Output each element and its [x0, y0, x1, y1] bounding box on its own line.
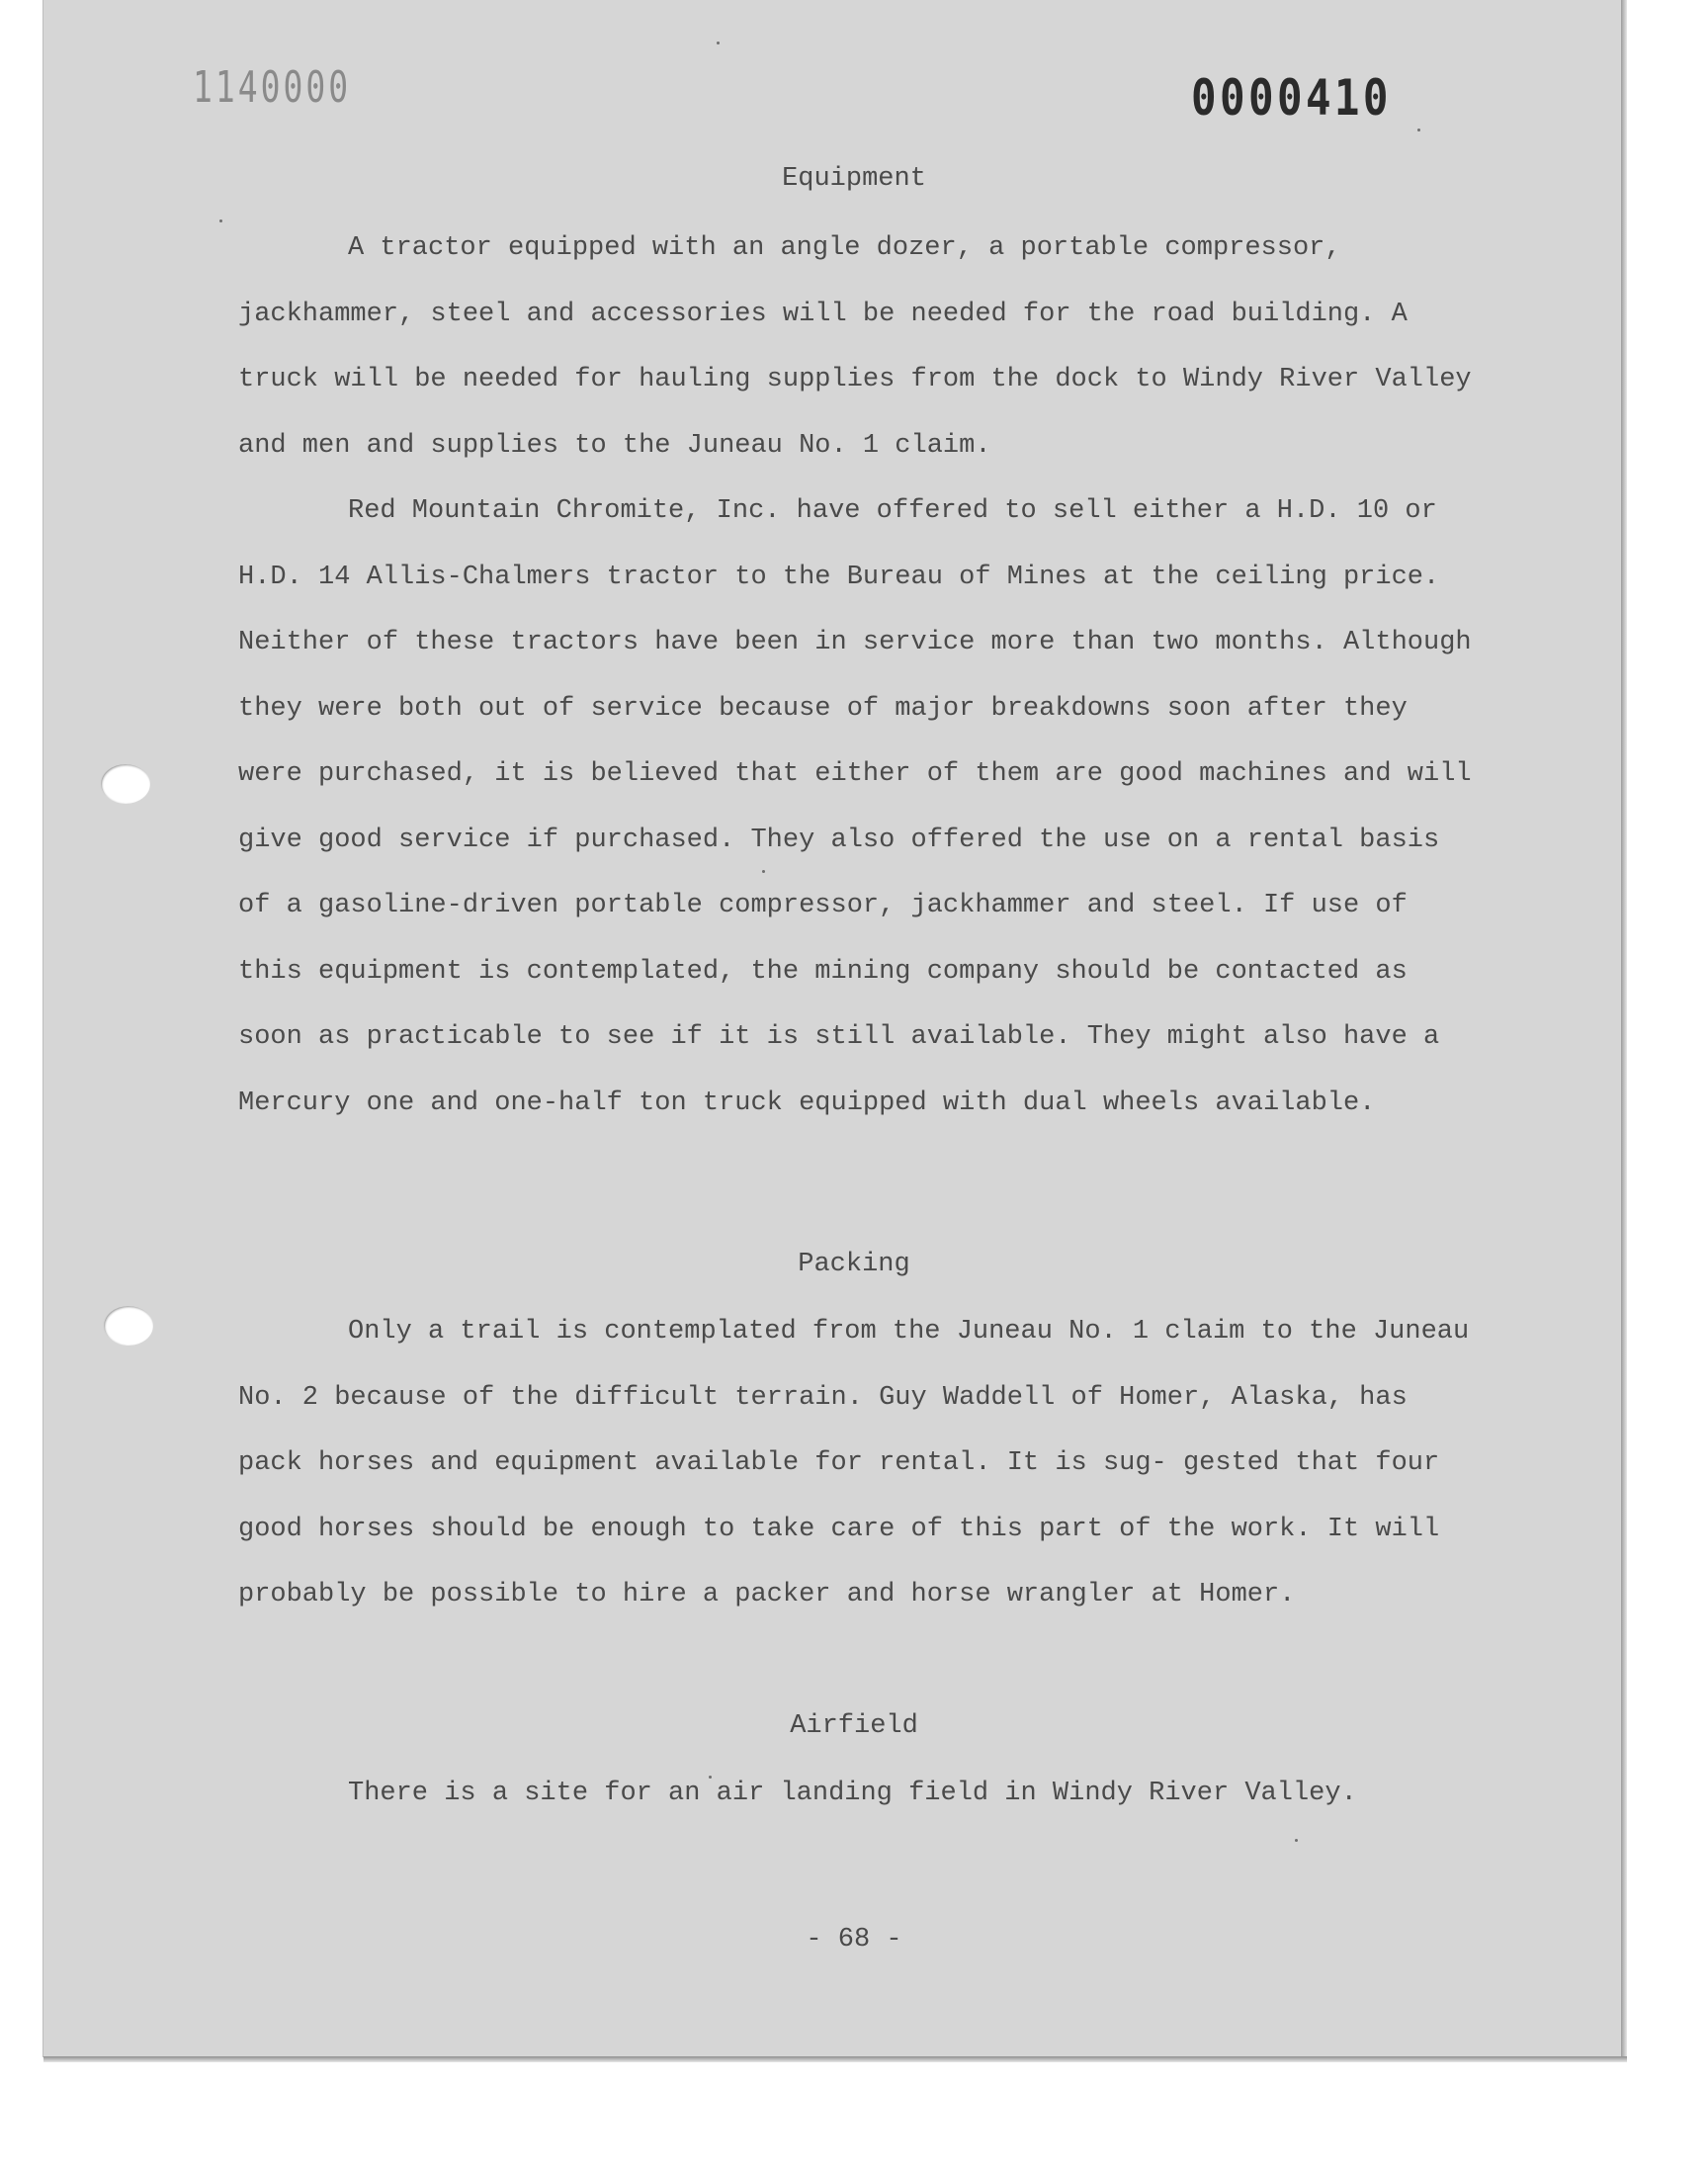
packing-paragraph-1: Only a trail is contemplated from the Juneau No. 1 claim to the Juneau No. 2 because of the difficult terrain. Guy Waddell of Homer, Alaska, has pack horses and equipment available for rental. It is sug- gested that four good horses should be enough to take care of this part of the work. It will probably be possible to hire a packer and horse wrangler at Homer. — [238, 1317, 1470, 1610]
airfield-section — [238, 1761, 1484, 1827]
paper-speck — [1417, 129, 1420, 131]
airfield-heading: Airfield — [790, 1711, 918, 1741]
paper-speck — [1295, 1839, 1298, 1842]
stamp-number-right: 0000410 — [1191, 69, 1392, 127]
equipment-section — [238, 216, 1484, 1136]
paper-speck — [717, 42, 720, 44]
equipment-paragraph-1: A tractor equipped with an angle dozer, a portable compressor, jackhammer, steel and accessories will be needed for the road building. A truck will be needed for hauling supplies from the dock to Windy River Valley and men and supplies to the Juneau No. 1 claim. — [238, 233, 1472, 461]
equipment-heading: Equipment — [782, 164, 926, 194]
page-number: - 68 - — [806, 1925, 902, 1955]
airfield-paragraph-1: There is a site for an air landing field in Windy River Valley. — [348, 1779, 1357, 1808]
punch-hole-top — [101, 764, 150, 804]
stamp-number-left: 1140000 — [193, 62, 352, 113]
packing-heading: Packing — [798, 1250, 910, 1279]
equipment-paragraph-2: Red Mountain Chromite, Inc. have offered to sell either a H.D. 10 or H.D. 14 Allis-Chalmers tractor to the Bureau of Mines at the ceiling price. Neither of these tractors have been in service more than two months. Although they were both out of service because of major breakdowns soon after they were purchased, it is believed that either of them are good machines and will give good service if purchased. They also offered the use on a rental basis of a gasoline-driven portable compressor, jackhammer and steel. If use of this equipment is contemplated, the mining company should be contacted as soon as practicable to see if it is still available. They might also have a Mercury one and one-half ton truck equipped with dual wheels available. — [238, 496, 1472, 1118]
packing-section — [238, 1299, 1484, 1628]
page-edge-bottom — [43, 2056, 1627, 2062]
page-edge-right — [1621, 0, 1627, 2061]
punch-hole-bottom — [104, 1306, 153, 1346]
paper-speck — [219, 219, 222, 222]
